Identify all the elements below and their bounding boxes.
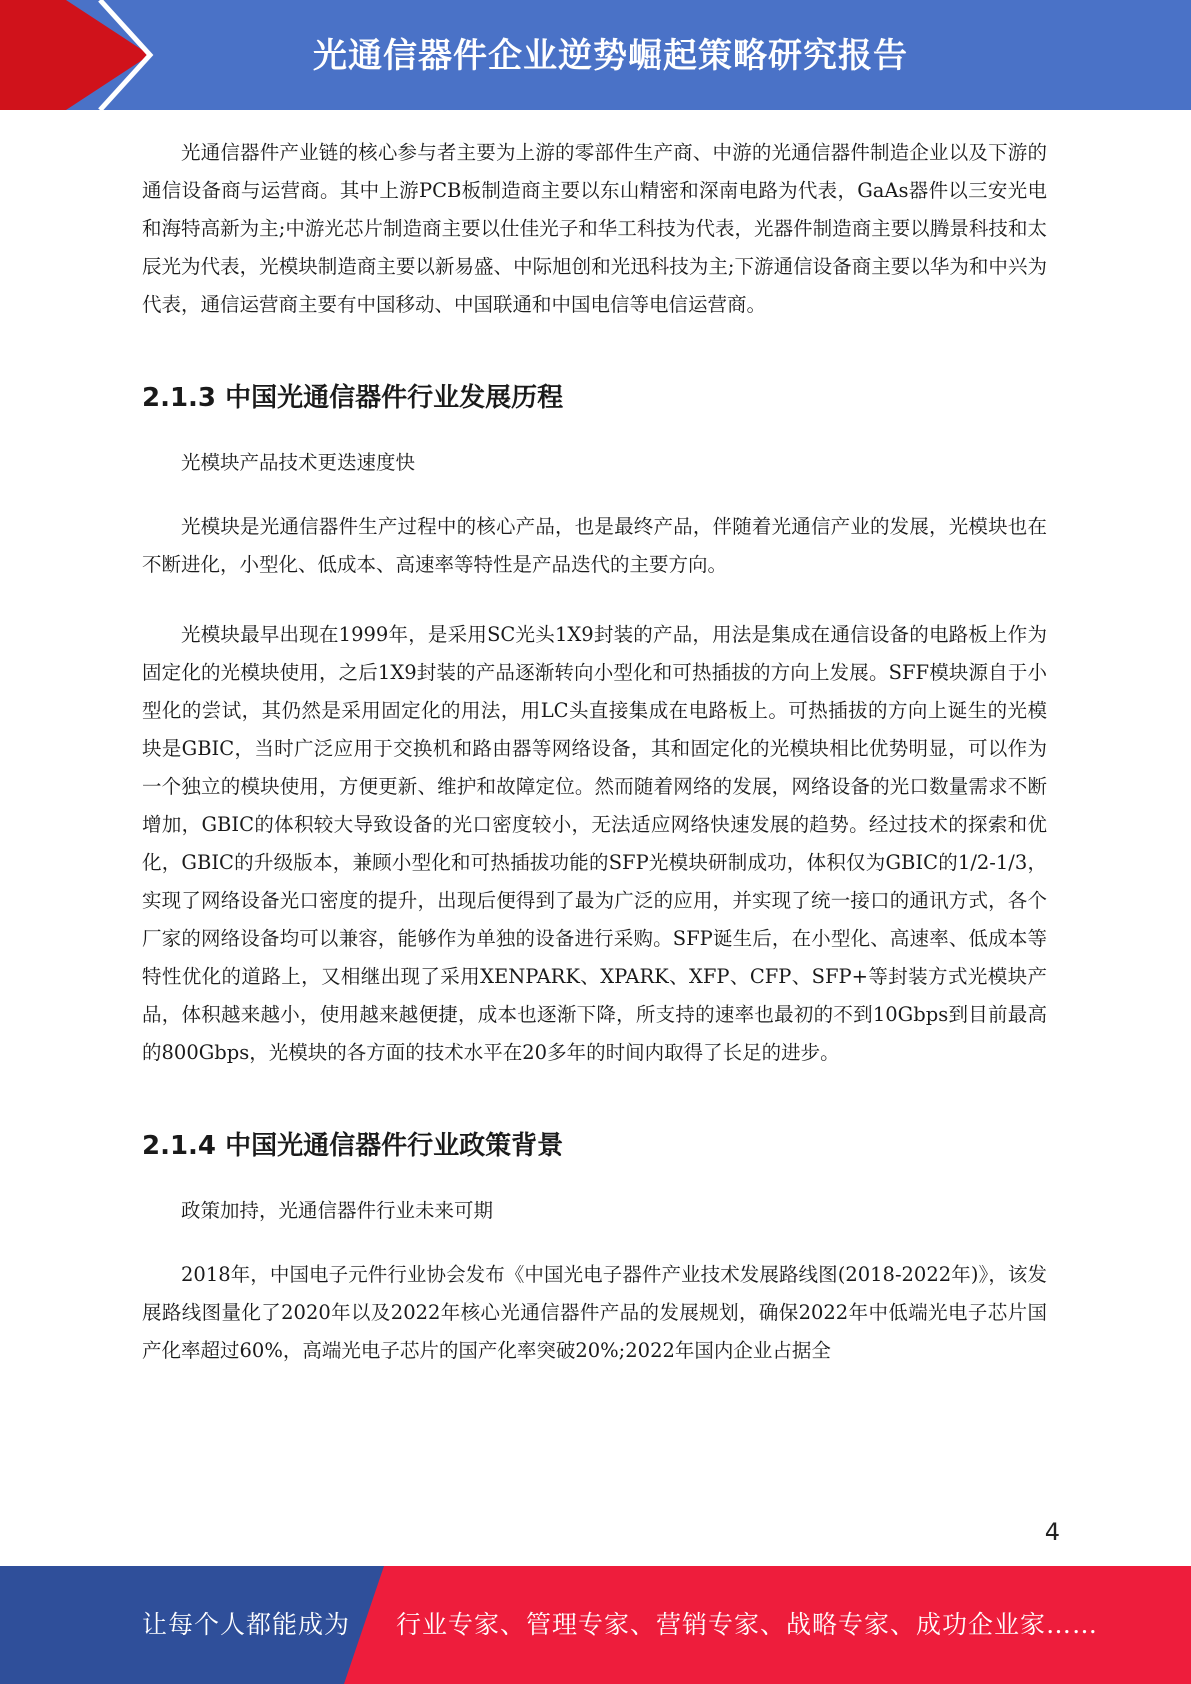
section-2-1-3-lead: 光模块产品技术更迭速度快 bbox=[181, 451, 416, 474]
footer-slogan-right: 行业专家、管理专家、营销专家、战略专家、成功企业家…… bbox=[396, 1610, 1099, 1639]
page-number: 4 bbox=[1044, 1518, 1060, 1546]
section-heading-2-1-3: 2.1.3 中国光通信器件行业发展历程 bbox=[142, 383, 564, 413]
intro-paragraph: 光通信器件产业链的核心参与者主要为上游的零部件生产商、中游的光通信器件制造企业以及下游的通信设备商与运营商。其中上游PCB板制造商主要以东山精密和深南电路为代表，GaAs器件以三安光电和海特高新为主;中游光芯片制造商主要以仕佳光子和华工科技为代表，光器件制造商主要以腾景科技和太辰光为代表，光模块制造商主要以新易盛、中际旭创和光迅科技为主;下游通信设备商主要以华为和中兴为代表，通信运营商主要有中国移动、中国联通和中国电信等电信运营商。 bbox=[142, 141, 1047, 316]
page-header bbox=[0, 0, 1191, 110]
page-footer bbox=[0, 1566, 1191, 1684]
section-2-1-3-paragraph-1: 光模块是光通信器件生产过程中的核心产品，也是最终产品，伴随着光通信产业的发展，光模块也在不断进化，小型化、低成本、高速率等特性是产品迭代的主要方向。 bbox=[142, 515, 1047, 576]
document-body bbox=[142, 134, 1047, 1402]
section-2-1-4-paragraph-1: 2018年，中国电子元件行业协会发布《中国光电子器件产业技术发展路线图(2018-2022年)》，该发展路线图量化了2020年以及2022年核心光通信器件产品的发展规划，确保2022年中低端光电子芯片国产化率超过60%，高端光电子芯片的国产化率突破20%;2022年国内企业占据全 bbox=[142, 1263, 1047, 1362]
footer-slogan-left: 让每个人都能成为 bbox=[142, 1610, 351, 1639]
section-2-1-3-paragraph-2: 光模块最早出现在1999年，是采用SC光头1X9封装的产品，用法是集成在通信设备的电路板上作为固定化的光模块使用，之后1X9封装的产品逐渐转向小型化和可热插拔的方向上发展。SFF模块源自于小型化的尝试，其仍然是采用固定化的用法，用LC头直接集成在电路板上。可热插拔的方向上诞生的光模块是GBIC，当时广泛应用于交换机和路由器等网络设备，其和固定化的光模块相比优势明显，可以作为一个独立的模块使用，方便更新、维护和故障定位。然而随着网络的发展，网络设备的光口数量需求不断增加，GBIC的体积较大导致设备的光口密度较小，无法适应网络快速发展的趋势。经过技术的探索和优化，GBIC的升级版本，兼顾小型化和可热插拔功能的SFP光模块研制成功，体积仅为GBIC的1/2-1/3，实现了网络设备光口密度的提升，出现后便得到了最为广泛的应用，并实现了统一接口的通讯方式，各个厂家的网络设备均可以兼容，能够作为单独的设备进行采购。SFP诞生后，在小型化、高速率、低成本等特性优化的道路上，又相继出现了采用XENPARK、XPARK、XFP、CFP、SFP+等封装方式光模块产品，体积越来越小，使用越来越便捷，成本也逐渐下降，所支持的速率也最初的不到10Gbps到目前最高的800Gbps，光模块的各方面的技术水平在20多年的时间内取得了长足的进步。 bbox=[142, 623, 1047, 1064]
section-heading-2-1-4: 2.1.4 中国光通信器件行业政策背景 bbox=[142, 1131, 564, 1161]
header-title: 光通信器件企业逆势崛起策略研究报告 bbox=[313, 36, 908, 76]
section-2-1-4-lead: 政策加持，光通信器件行业未来可期 bbox=[181, 1199, 494, 1222]
